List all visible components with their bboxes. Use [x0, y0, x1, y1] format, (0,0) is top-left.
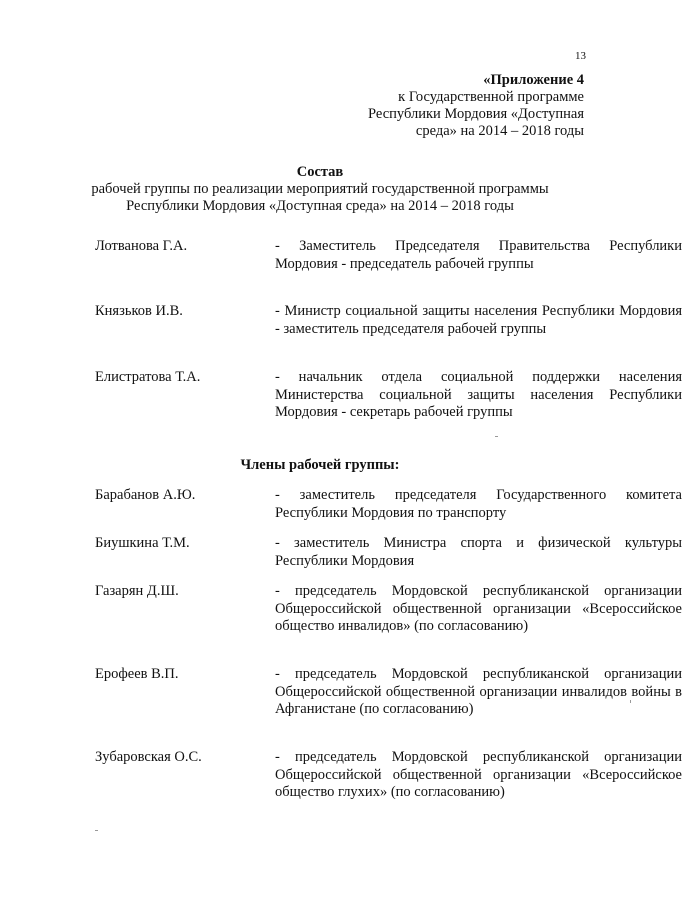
appendix-block [284, 72, 584, 140]
scan-speck [630, 700, 631, 703]
member-role: - Заместитель Председателя Правительства Республики Мордовия - председатель рабочей группы [275, 238, 682, 272]
member-name: Елистратова Т.А. [95, 369, 201, 385]
appendix-line: Республики Мордовия «Доступная [368, 106, 584, 122]
member-name: Газарян Д.Ш. [95, 583, 179, 599]
member-name: Барабанов А.Ю. [95, 487, 196, 503]
document-heading [60, 164, 580, 215]
member-role: - заместитель председателя Государственного комитета Республики Мордовия по транспорту [275, 487, 682, 521]
scan-speck [95, 830, 98, 831]
member-name: Лотванова Г.А. [95, 238, 188, 254]
member-name: Зубаровская О.С. [95, 749, 202, 765]
member-name: Ерофеев В.П. [95, 666, 179, 682]
heading-title: Состав [296, 164, 344, 180]
member-role: - председатель Мордовской республиканской организации Общероссийской общественной организации «Всероссийское общество глухих» (по согласованию) [275, 749, 682, 800]
member-role: - председатель Мордовской республиканской организации Общероссийской общественной организации «Всероссийское общество инвалидов» (по согласованию) [275, 583, 682, 634]
member-role: - председатель Мордовской республиканской организации Общероссийской общественной организации инвалидов войны в Афганистане (по согласованию) [275, 666, 682, 717]
appendix-line: среда» на 2014 – 2018 годы [415, 123, 584, 139]
scan-speck [495, 436, 498, 437]
members-heading: Члены рабочей группы: [240, 457, 400, 473]
member-role: - Министр социальной защиты населения Республики Мордовия - заместитель председателя рабочей группы [275, 303, 682, 337]
heading-subtitle-line: Республики Мордовия «Доступная среда» на 2014 – 2018 годы [126, 198, 514, 214]
member-name: Князьков И.В. [95, 303, 183, 319]
heading-subtitle-line: рабочей группы по реализации мероприятий государственной программы [91, 181, 549, 197]
appendix-line: к Государственной программе [398, 89, 584, 105]
member-role: - заместитель Министра спорта и физической культуры Республики Мордовия [275, 535, 682, 569]
member-name: Биушкина Т.М. [95, 535, 190, 551]
page-number: 13 [575, 50, 586, 62]
appendix-title: «Приложение 4 [483, 72, 584, 88]
member-role: - начальник отдела социальной поддержки населения Министерства социальной защиты населения Республики Мордовия - секретарь рабочей группы [275, 369, 682, 420]
